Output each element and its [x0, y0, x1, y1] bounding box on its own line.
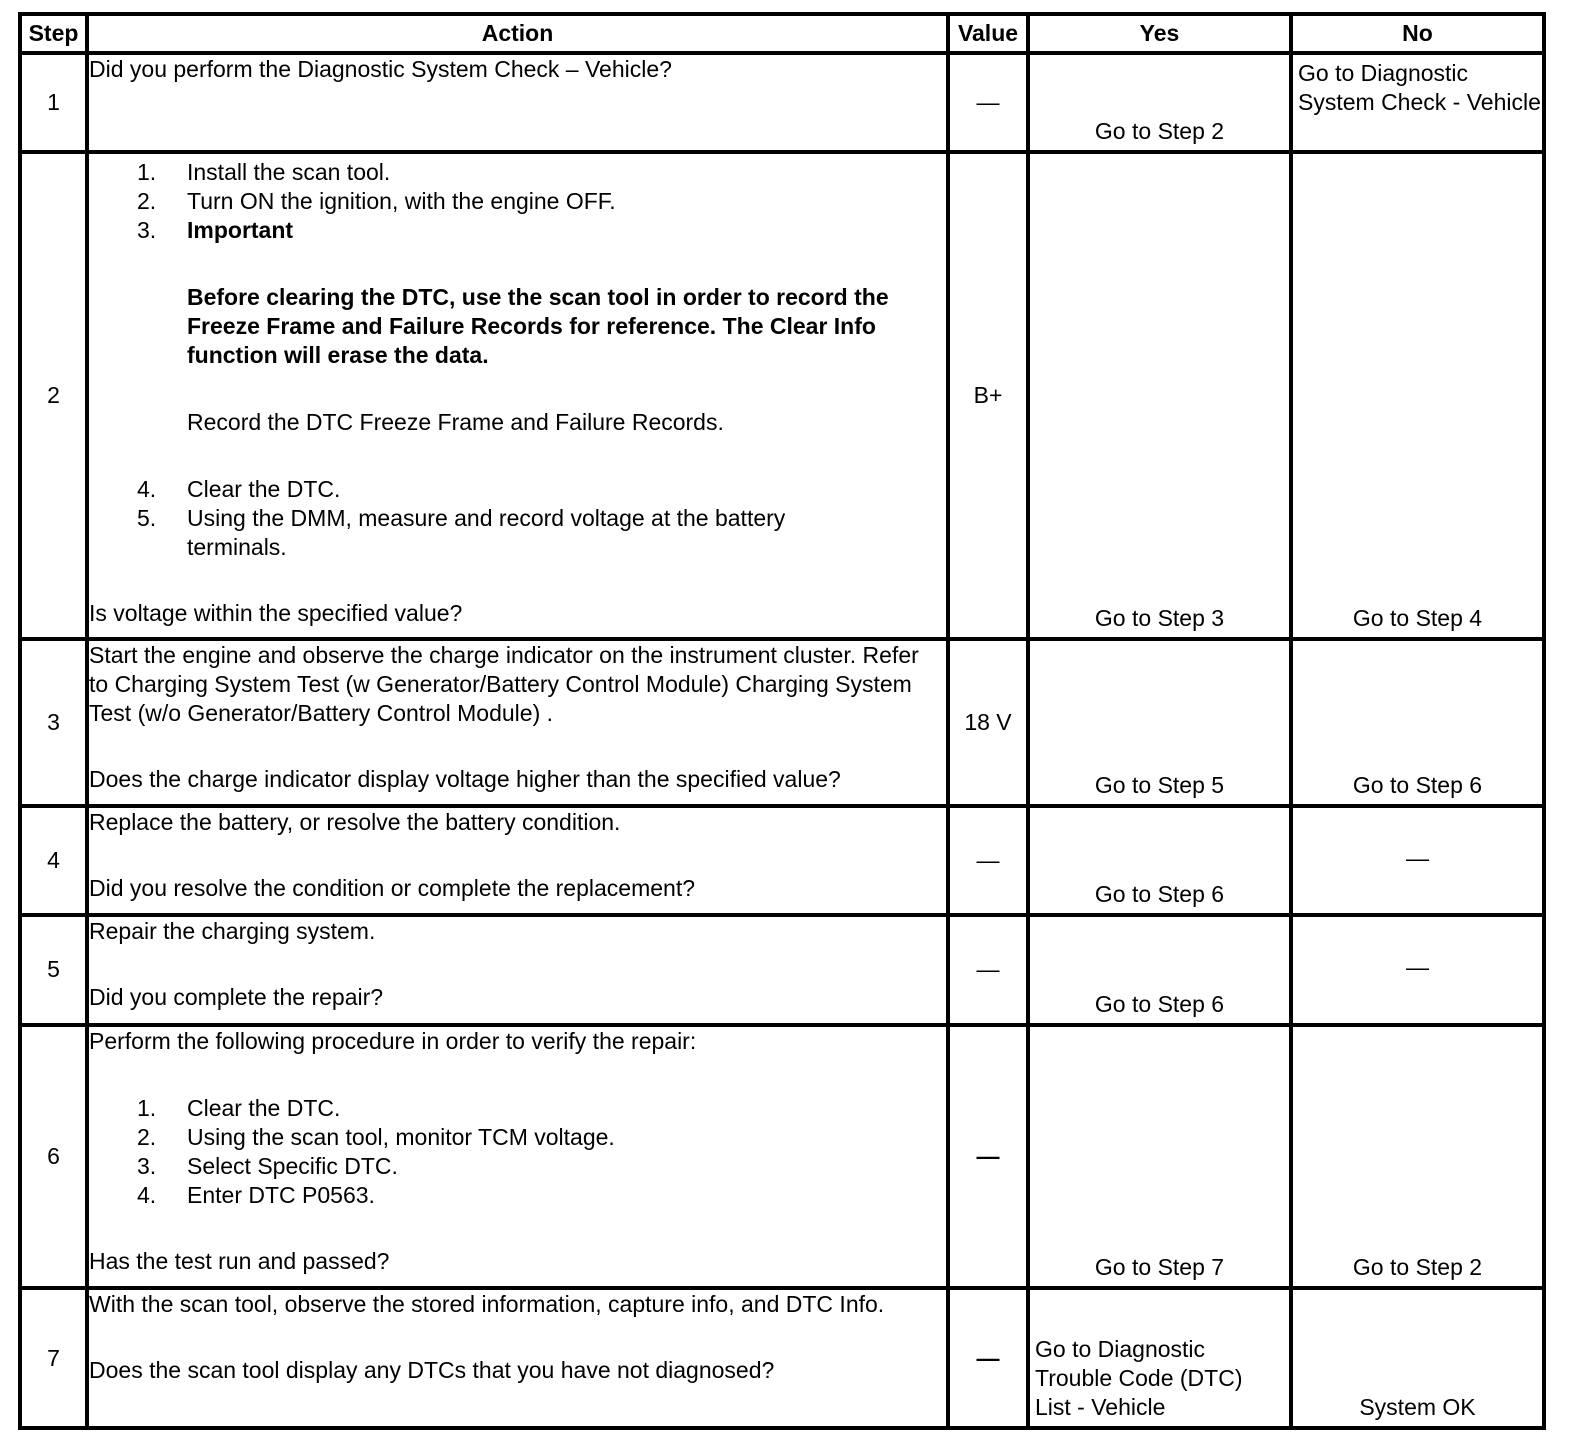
- record-text: Record the DTC Freeze Frame and Failure Records.: [187, 409, 724, 436]
- list-text: Using the DMM, measure and record voltage at the battery terminals.: [187, 505, 786, 561]
- list-text: Clear the DTC.: [187, 1094, 341, 1121]
- action-cell: [87, 1288, 948, 1428]
- value-cell: —: [948, 1025, 1028, 1288]
- list-number: 4.: [137, 476, 157, 503]
- action-cell: [87, 639, 948, 806]
- header-action: Action: [87, 14, 948, 53]
- list-number: 5.: [137, 505, 157, 532]
- yes-cell: Go to Diagnostic Trouble Code (DTC) List - Vehicle: [1028, 1288, 1291, 1428]
- list-item: [137, 216, 946, 466]
- list-item: [137, 1181, 946, 1210]
- action-intro: With the scan tool, observe the stored information, capture info, and DTC Info.: [89, 1291, 885, 1318]
- list-text: Select Specific DTC.: [187, 1152, 398, 1179]
- list-item: [137, 475, 946, 504]
- list-item: [137, 1123, 946, 1152]
- table-row: [20, 1025, 1544, 1288]
- no-cell: —: [1291, 806, 1544, 915]
- action-intro: Perform the following procedure in order to verify the repair:: [89, 1027, 697, 1054]
- yes-cell: Go to Step 3: [1028, 152, 1291, 638]
- no-cell: System OK: [1291, 1288, 1544, 1428]
- step-number: 5: [20, 915, 87, 1024]
- procedure-list: [89, 1094, 946, 1210]
- table-row: [20, 915, 1544, 1024]
- action-question: Did you resolve the condition or complete the replacement?: [89, 874, 696, 901]
- step-number: 4: [20, 806, 87, 915]
- header-no: No: [1291, 14, 1544, 53]
- list-number: 1.: [137, 1094, 157, 1121]
- no-cell: Go to Step 2: [1291, 1025, 1544, 1288]
- value-cell: —: [948, 1288, 1028, 1428]
- action-cell: [87, 806, 948, 915]
- value-cell: —: [948, 53, 1028, 152]
- step-number: 2: [20, 152, 87, 638]
- list-item: [137, 187, 946, 216]
- yes-cell: Go to Step 5: [1028, 639, 1291, 806]
- header-value: Value: [948, 14, 1028, 53]
- action-question: Does the scan tool display any DTCs that you have not diagnosed?: [89, 1357, 775, 1384]
- action-cell: [87, 915, 948, 1024]
- value-cell: 18 V: [948, 639, 1028, 806]
- table-row: [20, 53, 1544, 152]
- header-row: [20, 14, 1544, 53]
- action-cell: [87, 53, 948, 152]
- action-question: Is voltage within the specified value?: [89, 600, 463, 627]
- list-text: Clear the DTC.: [187, 476, 341, 503]
- list-text: Using the scan tool, monitor TCM voltage.: [187, 1123, 615, 1150]
- table-row: [20, 152, 1544, 638]
- action-question: Did you complete the repair?: [89, 984, 384, 1011]
- important-note: Before clearing the DTC, use the scan tool in order to record the Freeze Frame and Failure Records for reference. The Clear Info function will erase the data.: [187, 284, 889, 369]
- value-cell: B+: [948, 152, 1028, 638]
- yes-cell: Go to Step 7: [1028, 1025, 1291, 1288]
- header-step: Step: [20, 14, 87, 53]
- value-cell: —: [948, 806, 1028, 915]
- list-text: Install the scan tool.: [187, 159, 391, 186]
- step-number: 7: [20, 1288, 87, 1428]
- action-intro: Repair the charging system.: [89, 918, 376, 945]
- table-row: [20, 639, 1544, 806]
- step-number: 1: [20, 53, 87, 152]
- yes-cell: Go to Step 6: [1028, 915, 1291, 1024]
- list-item: [137, 504, 946, 562]
- procedure-list: [89, 158, 946, 562]
- action-intro: Did you perform the Diagnostic System Check – Vehicle?: [89, 56, 672, 82]
- list-number: 2.: [137, 188, 157, 215]
- list-text: Enter DTC P0563.: [187, 1181, 375, 1208]
- list-text: Turn ON the ignition, with the engine OFF.: [187, 188, 616, 215]
- no-cell: —: [1291, 915, 1544, 1024]
- action-cell: [87, 152, 948, 638]
- list-number: 3.: [137, 1152, 157, 1179]
- list-number: 4.: [137, 1181, 157, 1208]
- table-row: [20, 806, 1544, 915]
- no-cell: Go to Step 6: [1291, 639, 1544, 806]
- value-cell: —: [948, 915, 1028, 1024]
- yes-cell: Go to Step 2: [1028, 53, 1291, 152]
- list-number: 2.: [137, 1123, 157, 1150]
- action-cell: [87, 1025, 948, 1288]
- table-row: [20, 1288, 1544, 1428]
- step-number: 3: [20, 639, 87, 806]
- yes-cell: Go to Step 6: [1028, 806, 1291, 915]
- list-item: [137, 158, 946, 187]
- action-intro: Replace the battery, or resolve the battery condition.: [89, 808, 621, 835]
- action-question: Does the charge indicator display voltage higher than the specified value?: [89, 765, 841, 792]
- no-cell: Go to Diagnostic System Check - Vehicle: [1291, 53, 1544, 152]
- header-yes: Yes: [1028, 14, 1291, 53]
- step-number: 6: [20, 1025, 87, 1288]
- action-question: Has the test run and passed?: [89, 1247, 390, 1274]
- important-label: Important: [187, 217, 294, 244]
- list-item: [137, 1094, 946, 1123]
- action-intro: Start the engine and observe the charge indicator on the instrument cluster. Refer to Charging System Test (w Generator/Battery Control Module) Charging System Test (w/o Generator/Battery Control Module) .: [89, 641, 919, 726]
- list-item: [137, 1152, 946, 1181]
- list-number: 1.: [137, 159, 157, 186]
- no-cell: Go to Step 4: [1291, 152, 1544, 638]
- diagnostic-table: [18, 12, 1546, 1430]
- list-number: 3.: [137, 217, 157, 244]
